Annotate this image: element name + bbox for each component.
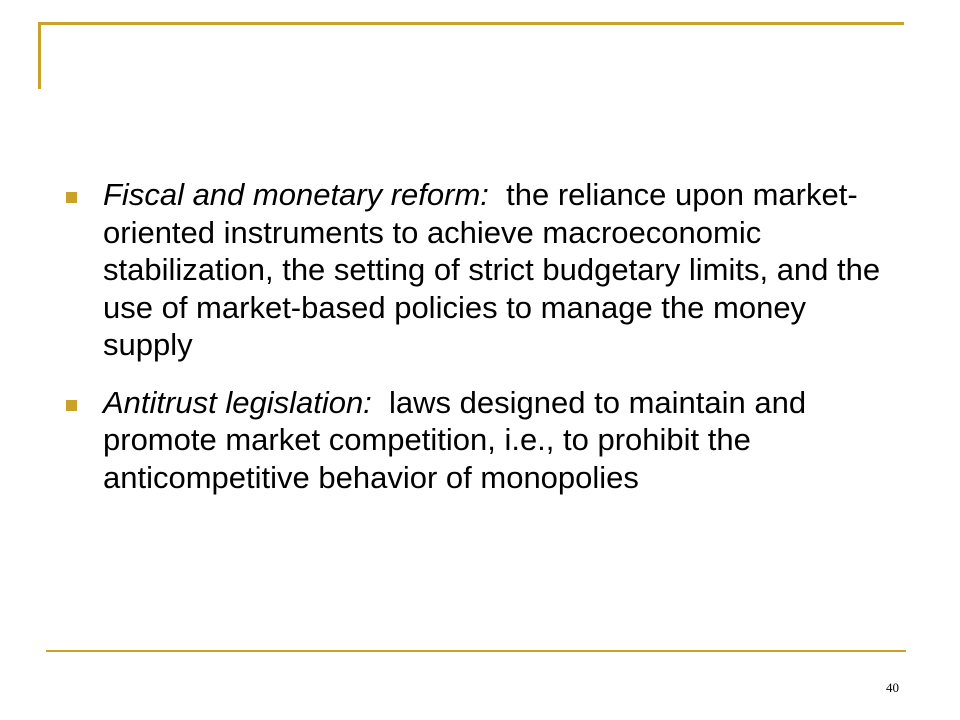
bullet-term: Fiscal and monetary reform: xyxy=(103,177,489,212)
bullet-item-antitrust xyxy=(66,384,896,497)
square-bullet-icon xyxy=(66,192,77,203)
bullet-definition: laws designed to maintain and promote market competition, i.e., to prohibit the anticompetitive behavior of monopolies xyxy=(103,384,807,495)
square-bullet-icon xyxy=(66,400,77,411)
bullet-term: Antitrust legislation: xyxy=(103,384,372,420)
bullet-definition: the reliance upon market-oriented instruments to achieve macroeconomic stabilization, the setting of strict budgetary limits, and the use of market-based policies to manage the money supply xyxy=(103,177,881,362)
slide-body xyxy=(66,176,896,516)
page-number: 40 xyxy=(886,680,899,695)
footer-rule xyxy=(46,650,906,652)
frame-left-rule xyxy=(38,22,41,89)
frame-top-rule xyxy=(38,22,904,25)
bullet-item-fiscal-reform xyxy=(66,176,896,364)
